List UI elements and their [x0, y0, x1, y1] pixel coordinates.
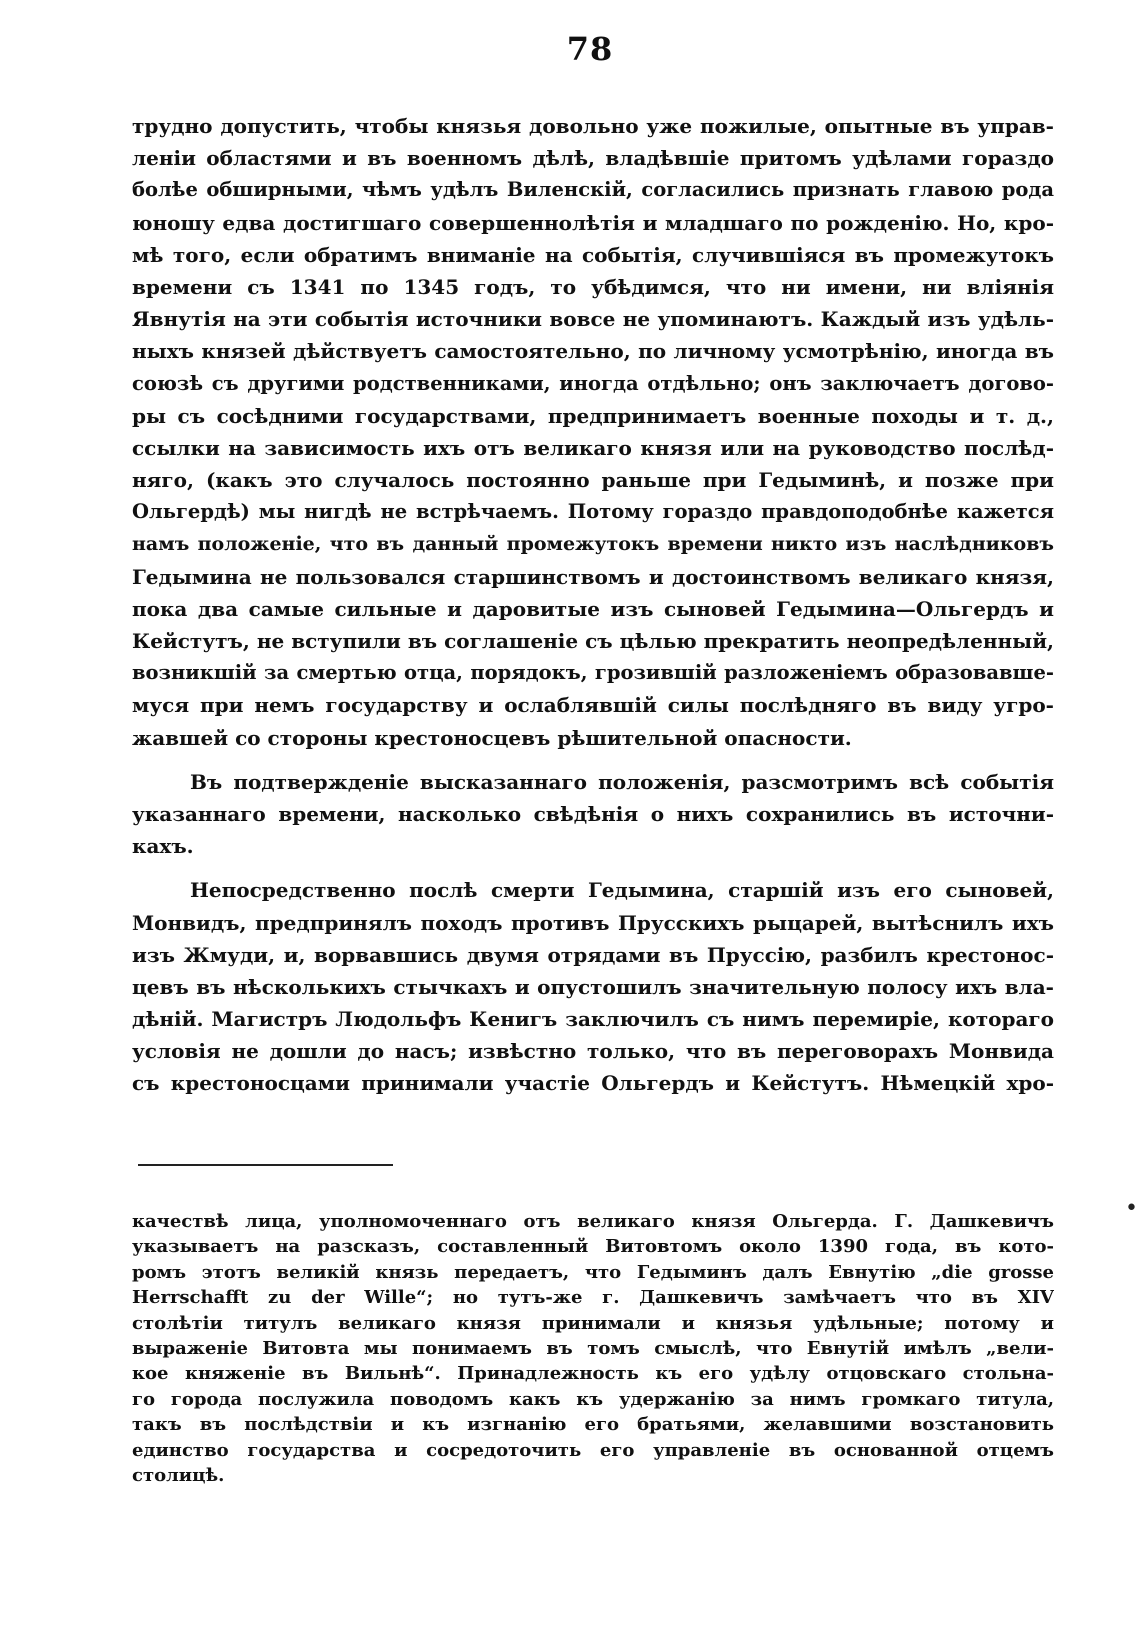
text-line: ныхъ князей дѣйствуетъ самостоятельно, по личному усмотрѣнію, иногда въ [132, 339, 1054, 364]
footnote-line: столицѣ. [132, 1464, 225, 1486]
text-line: времени съ 1341 по 1345 годъ, то убѣдимся, что ни имени, ни вліянія [132, 274, 1054, 299]
text-line: мѣ того, если обратимъ вниманіе на событія, случившіяся въ промежутокъ [132, 242, 1054, 267]
footnote-line: указываетъ на разсказъ, составленный Витовтомъ около 1390 года, въ кото- [132, 1236, 1054, 1258]
text-line: указаннаго времени, насколько свѣдѣнія о нихъ сохранились въ источни- [132, 801, 1054, 826]
margin-mark: • [1125, 1196, 1138, 1221]
text-line: няго, (какъ это случалось постоянно раньше при Гедыминѣ, и позже при [132, 468, 1054, 493]
text-line: изъ Жмуди, и, ворвавшись двумя отрядами въ Пруссію, разбилъ крестонос- [132, 942, 1054, 967]
footnote-line: кое княженіе въ Вильнѣ“. Принадлежность къ его удѣлу отцовскаго стольна- [132, 1363, 1054, 1385]
paragraph-gap [132, 862, 1054, 874]
text-line: союзѣ съ другими родственниками, иногда отдѣльно; онъ заключаетъ догово- [132, 371, 1054, 395]
text-line: ссылки на зависимость ихъ отъ великаго князя или на руководство послѣд- [132, 435, 1054, 460]
paragraph-1 [132, 110, 1054, 754]
paragraph-3 [132, 874, 1054, 1099]
footnote-line: столѣтіи титулъ великаго князя принимали и князья удѣльные; потому и [132, 1312, 1054, 1334]
text-line: Монвидъ, предпринялъ походъ противъ Прусскихъ рыцарей, вытѣснилъ ихъ [132, 910, 1054, 935]
footnote-line: ромъ этотъ великій князь передаетъ, что Гедыминъ далъ Евнутію „die grosse [132, 1261, 1054, 1283]
text-line: цевъ въ нѣсколькихъ стычкахъ и опустошилъ значительную полосу ихъ вла- [132, 974, 1054, 999]
text-line: Въ подтвержденіе высказаннаго положенія, разсмотримъ всѣ событія [190, 769, 1054, 794]
footnote-line: Herrschafft zu der Wille“; но тутъ-же г. Дашкевичъ замѣчаетъ что въ XIV [132, 1287, 1054, 1309]
text-line: Ольгердѣ) мы нигдѣ не встрѣчаемъ. Потому гораздо правдоподобнѣе кажется [132, 500, 1054, 524]
text-line: Явнутія на эти событія источники вовсе не упоминаютъ. Каждый изъ удѣль- [132, 307, 1054, 332]
paragraph-2 [132, 766, 1054, 863]
page-number: 78 [566, 30, 614, 68]
text-line: условія не дошли до насъ; извѣстно только, что въ переговорахъ Монвида [132, 1039, 1054, 1064]
text-line: дѣній. Магистръ Людольфъ Кенигъ заключилъ съ нимъ перемиріе, котораго [132, 1007, 1054, 1032]
text-line: Кейстутъ, не вступили въ соглашеніе съ цѣлью прекратить неопредѣленный, [132, 629, 1054, 653]
text-line: пока два самые сильные и даровитые изъ сыновей Гедымина—Ольгердъ и [132, 596, 1054, 621]
text-line: кахъ. [132, 834, 194, 859]
text-line: леніи областями и въ военномъ дѣлѣ, владѣвшіе притомъ удѣлами гораздо [132, 146, 1054, 171]
text-line: Непосредственно послѣ смерти Гедымина, старшій изъ его сыновей, [190, 878, 1054, 903]
main-text [132, 110, 1054, 1100]
footnote-line: единство государства и сосредоточить его управленіе въ основанной отцемъ [132, 1439, 1054, 1461]
text-line: съ крестоносцами принимали участіе Ольгердъ и Кейстутъ. Нѣмецкій хро- [132, 1071, 1054, 1096]
footnote-line: качествѣ лица, уполномоченнаго отъ великаго князя Ольгерда. Г. Дашкевичъ [132, 1211, 1054, 1232]
footnote-line: такъ въ послѣдствіи и къ изгнанію его братьями, желавшими возстановить [132, 1414, 1054, 1436]
text-line: намъ положеніе, что въ данный промежутокъ времени никто изъ наслѣдниковъ [132, 533, 1054, 556]
footnote [132, 1209, 1054, 1488]
text-line: Гедымина не пользовался старшинствомъ и достоинствомъ великаго князя, [132, 564, 1054, 589]
footnote-line: го города послужила поводомъ какъ къ удержанію за нимъ громкаго титула, [132, 1388, 1054, 1410]
text-line: трудно допустить, чтобы князья довольно уже пожилые, опытные въ управ- [132, 114, 1054, 138]
text-line: ры съ сосѣдними государствами, предпринимаетъ военные походы и т. д., [132, 403, 1054, 428]
footnote-divider [138, 1164, 393, 1166]
footnote-line: выраженіе Витовта мы понимаемъ въ томъ смыслѣ, что Евнутій имѣлъ „вели- [132, 1337, 1054, 1359]
text-line: болѣе обширными, чѣмъ удѣлъ Виленскій, согласились признать главою рода [132, 178, 1054, 202]
text-line: муся при немъ государству и ослаблявшій силы послѣдняго въ виду угро- [132, 693, 1054, 718]
paragraph-gap [132, 754, 1054, 766]
text-line: юношу едва достигшаго совершеннолѣтія и младшаго по рожденію. Но, кро- [132, 210, 1054, 235]
text-line: жавшей со стороны крестоносцевъ рѣшительной опасности. [132, 725, 852, 750]
text-line: возникшій за смертью отца, порядокъ, грозившій разложеніемъ образовавше- [132, 661, 1054, 685]
